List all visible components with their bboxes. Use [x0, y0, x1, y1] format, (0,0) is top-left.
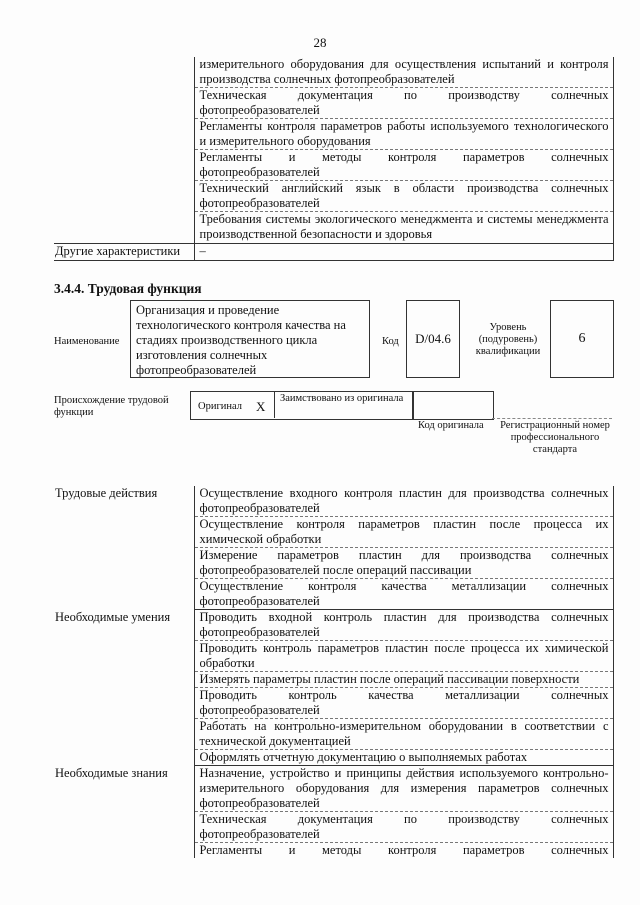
skill-item: Проводить входной контроль пластин для производства солнечных фотопреобразователей [199, 610, 609, 639]
code-label: Код [382, 336, 399, 347]
original-label: Оригинал [198, 401, 242, 412]
table-row [54, 57, 613, 88]
knowledge-item: Технический английский язык в области производства солнечных фотопреобразователей [199, 181, 609, 210]
labor-action-item: Осуществление контроля качества металлизации солнечных фотопреобразователей [199, 579, 609, 608]
table-row [54, 119, 613, 150]
name-label: Наименование [54, 336, 120, 347]
level-value: 6 [578, 331, 586, 346]
labor-action-item: Измерение параметров пластин для производства солнечных фотопреобразователей после операций пассивации [199, 548, 609, 577]
knowledge-item: Регламенты и методы контроля параметров солнечных фотопреобразователей [199, 150, 609, 179]
skill-item: Проводить контроль качества металлизации солнечных фотопреобразователей [199, 688, 609, 717]
origin-label: Происхождение трудовой функции [54, 395, 169, 418]
knowledge-item: измерительного оборудования для осуществления испытаний и контроля производства солнечных фотопреобразователей [199, 57, 609, 86]
section-title: 3.4.4. Трудовая функция [54, 281, 202, 296]
labor-function-table [54, 486, 614, 858]
section-label: Трудовые действия [55, 486, 158, 500]
table-row [54, 244, 613, 261]
function-name: Организация и проведение технологического контроля качества на стадиях производственного цикла изготовления солнечных фотопреобразователей [136, 303, 346, 377]
table-row [54, 610, 613, 641]
other-characteristics-label: Другие характеристики [54, 244, 194, 261]
reg-number-label: Регистрационный номер профессионального стандарта [500, 420, 610, 455]
knowledge-item: Назначение, устройство и принципы действия используемого контрольно-измерительного оборудования для измерения параметров солнечных фотопреобразователей [199, 766, 609, 810]
section-label: Необходимые умения [55, 609, 171, 624]
knowledge-item: Требования системы экологического менеджмента и системы менеджмента производственной безопасности и здоровья [199, 212, 609, 241]
table-row [54, 181, 613, 212]
labor-action-item: Осуществление контроля параметров пластин после процесса их химической обработки [199, 517, 609, 546]
table-row [54, 212, 613, 244]
knowledge-item: Регламенты контроля параметров работы используемого технологического и измерительного оборудования [199, 119, 609, 148]
table-row [54, 88, 613, 119]
other-characteristics-value: – [199, 244, 206, 258]
table-row [54, 150, 613, 181]
table-row [54, 486, 613, 517]
borrowed-label: Заимствовано из оригинала [280, 393, 404, 404]
skill-item: Оформлять отчетную документацию о выполняемых работах [199, 750, 528, 764]
skill-item: Измерять параметры пластин после операций пассивации поверхности [199, 672, 580, 686]
original-mark: X [256, 399, 266, 414]
skill-item: Работать на контрольно-измерительном оборудовании в соответствии с технической документацией [199, 719, 609, 748]
section-label: Необходимые знания [55, 765, 168, 780]
knowledge-item: Техническая документация по производству солнечных фотопреобразователей [199, 812, 609, 841]
knowledge-continuation-table [54, 57, 614, 261]
code-value: D/04.6 [415, 331, 451, 346]
code-original-label: Код оригинала [418, 420, 484, 431]
page-number: 28 [313, 35, 327, 50]
labor-action-item: Осуществление входного контроля пластин для производства солнечных фотопреобразователей [199, 486, 609, 515]
skill-item: Проводить контроль параметров пластин после процесса их химической обработки [199, 641, 609, 670]
knowledge-item: Регламенты и методы контроля параметров солнечных [199, 843, 609, 857]
level-label: Уровень (подуровень) квалификации [475, 322, 541, 357]
table-row [54, 766, 613, 812]
knowledge-item: Техническая документация по производству солнечных фотопреобразователей [199, 88, 609, 117]
